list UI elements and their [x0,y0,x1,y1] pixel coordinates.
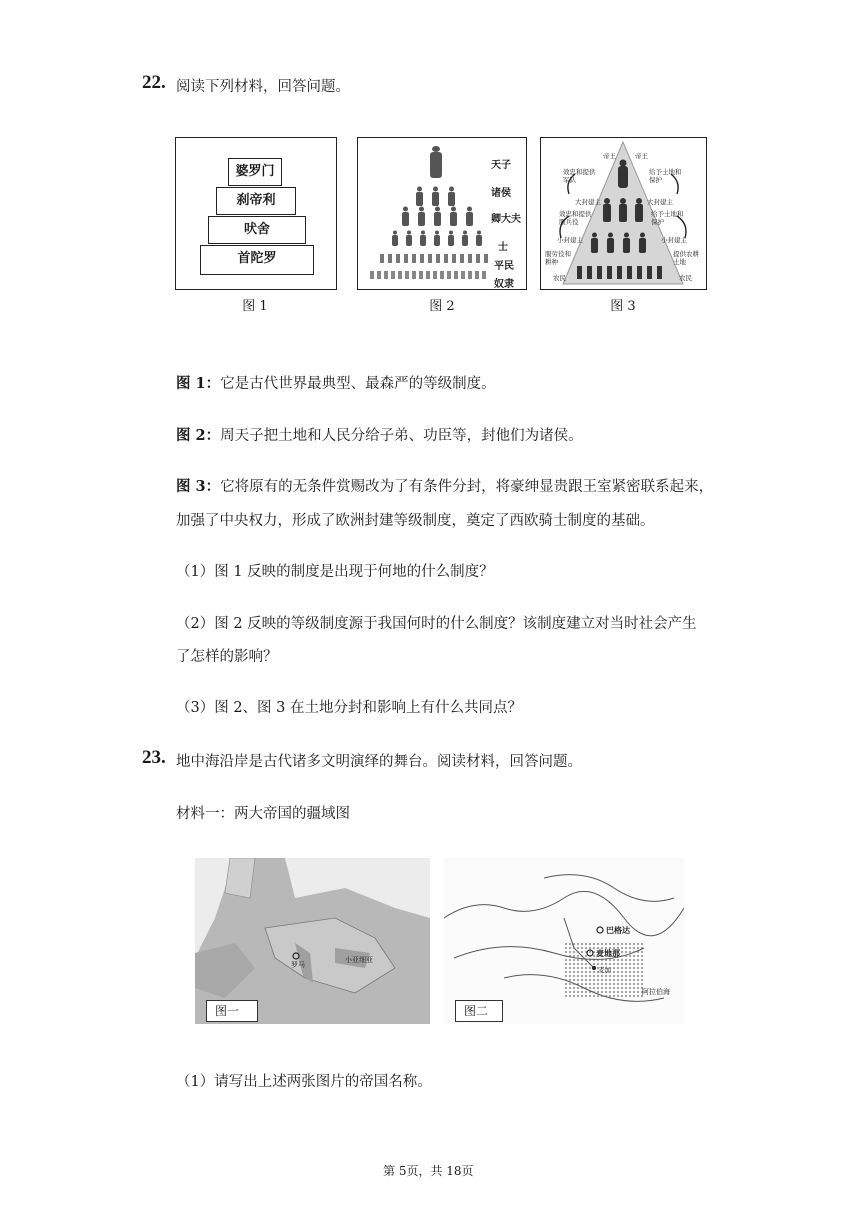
question-22-2-continued: 了怎样的影响？ [176,649,278,665]
label-provide-land: 提供农耕土地 [673,250,699,266]
question-23-number: 23. [142,747,166,768]
question-23-1: （1）请写出上述两张图片的帝国名称。 [176,1074,432,1090]
label-labor-farming: 服劳役和耕种 [545,250,571,266]
material-fig3-label: 图 3： [176,478,221,495]
label-small-lord-right: 小封建主 [661,236,687,244]
question-22-2: （2）图 2 反映的等级制度源于我国何时的什么制度？该制度建立对当时社会产生 [176,616,697,632]
figure-1-caste-pyramid [175,137,337,290]
map2-label-mecca: 麦加 [598,966,611,974]
material-fig2-label: 图 2： [176,427,221,444]
label-great-lord-right: 大封建主 [647,198,673,206]
label-zhuhou: 诸侯 [491,188,511,199]
material-fig2 [176,424,583,445]
material-fig2-text: 周天子把土地和人民分给子弟、功臣等，封他们为诸侯。 [220,428,583,444]
map1-label-asia-minor: 小亚细亚 [345,956,373,964]
figure-2-zhou-hierarchy [357,137,527,290]
label-tianzi: 天子 [491,160,511,171]
tier-vaishya: 吠舍 [208,216,306,244]
map2-label-arabian-sea: 阿拉伯海 [642,988,670,996]
tier-kshatriya: 刹帝利 [216,187,296,215]
tier-brahmin: 婆罗门 [228,158,282,186]
material-fig3-continued: 加强了中央权力，形成了欧洲封建等级制度，奠定了西欧骑士制度的基础。 [176,513,655,529]
label-peasant-left: 农民 [553,274,566,282]
map2-label-baghdad: 巴格达 [606,925,630,935]
question-22-3: （3）图 2、图 3 在土地分封和影响上有什么共同点？ [176,700,523,716]
label-nuli: 奴隶 [494,279,514,290]
figure-3-caption: 图 3 [610,299,636,314]
figure-3-feudal-pyramid [540,137,707,290]
map1-tag: 图一 [206,1000,258,1022]
figure-1-caption: 图 1 [242,299,268,314]
label-peasant-right: 农民 [679,274,692,282]
material-fig1-text: 它是古代世界最典型、最森严的等级制度。 [220,376,496,392]
question-22-prompt: 阅读下列材料，回答问题。 [176,79,350,95]
label-pingmin: 平民 [494,261,514,272]
label-emperor-left: 帝王 [603,152,616,160]
question-22-number: 22. [142,72,166,93]
material-fig3-text: 它将原有的无条件赏赐改为了有条件分封，将豪绅显贵跟王室紧密联系起来， [220,479,714,495]
label-emperor-right: 帝王 [635,152,648,160]
map2-tag: 图二 [455,1000,503,1022]
material-fig1-label: 图 1： [176,375,221,392]
question-22-1: （1）图 1 反映的制度是出现于何地的什么制度？ [176,564,494,580]
map2-label-medina: 麦地那 [596,948,620,958]
label-loyalty-army: 效忠和提供军队 [563,168,596,184]
label-loyalty-service: 效忠和提供服兵役 [559,210,592,226]
label-shi: 士 [498,242,508,253]
tier-shudra: 首陀罗 [200,245,314,275]
figure-2-caption: 图 2 [429,299,455,314]
map1-label-rome: 罗马 [291,961,305,969]
question-23-prompt: 地中海沿岸是古代诸多文明演绎的舞台。阅读材料，回答问题。 [176,754,582,770]
material-fig1 [176,372,496,393]
label-give-land-1: 给予土地和保护 [649,168,682,184]
label-great-lord-left: 大封建主 [575,198,601,206]
question-23-material-1: 材料一：两大帝国的疆域图 [176,806,350,822]
label-small-lord-left: 小封建主 [557,236,583,244]
page-footer: 第 5页，共 18页 [383,1164,474,1178]
material-fig3 [176,475,713,496]
label-qingdaifu: 卿大夫 [491,214,521,225]
label-give-land-2: 给予土地和保护 [651,210,684,226]
